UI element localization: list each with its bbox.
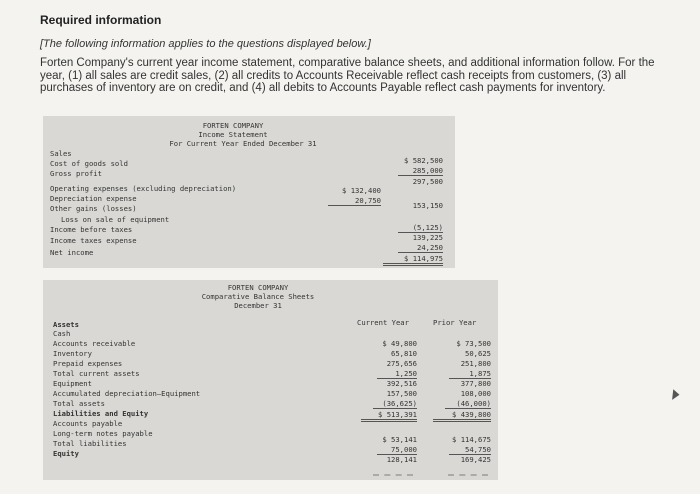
bs-prior-value: $ 73,500 [456, 339, 491, 348]
is-row-label: Other gains (losses) [50, 204, 137, 213]
required-information-title: Required information [40, 13, 162, 27]
is-right-value: 285,000 [398, 166, 443, 176]
is-right-value: 24,250 [398, 243, 443, 253]
bs-row-label: Accounts payable [53, 419, 123, 428]
bs-current-value: 275,656 [386, 359, 417, 368]
bs-prior-value: 169,425 [460, 455, 491, 464]
bs-prior-value: 251,800 [460, 359, 491, 368]
bs-col-prior: Prior Year [433, 318, 477, 327]
bs-prior-value: (46,000) [445, 399, 491, 409]
bs-current-value: 157,500 [386, 389, 417, 398]
is-row-label: Loss on sale of equipment [61, 215, 170, 224]
bs-row-label: Total liabilities [53, 439, 127, 448]
bs-current-value: $ 49,800 [382, 339, 417, 348]
bs-prior-value: 54,750 [449, 445, 491, 455]
bs-row-label: Inventory [53, 349, 92, 358]
bs-current-value: 128,141 [386, 455, 417, 464]
is-mid-value: 20,750 [328, 196, 381, 206]
bs-prior-value: 108,000 [460, 389, 491, 398]
bs-prior-value: 1,875 [449, 369, 491, 379]
bs-title: Comparative Balance Sheets [201, 292, 315, 301]
bs-current-value: (36,625) [373, 399, 417, 409]
cutoff-mark [373, 474, 413, 476]
bs-row-label: Cash [53, 329, 71, 338]
is-row-label: Operating expenses (excluding depreciation) [50, 184, 237, 193]
is-row-label: Income taxes expense [50, 236, 137, 245]
bs-current-value: 65,810 [391, 349, 417, 358]
is-period: For Current Year Ended December 31 [169, 139, 317, 148]
bs-row-label: Accumulated depreciation—Equipment [53, 389, 201, 398]
is-mid-value: $ 132,400 [342, 186, 381, 195]
is-row-label: Income before taxes [50, 225, 133, 234]
is-row-label: Sales [50, 149, 72, 158]
is-right-value: 153,150 [412, 201, 443, 210]
is-row-label: Cost of goods sold [50, 159, 128, 168]
bs-row-label: Total assets [53, 399, 105, 408]
info-note: [The following information applies to the questions displayed below.] [40, 38, 371, 50]
bs-current-value: $ 513,391 [361, 410, 417, 422]
bs-current-value: $ 53,141 [382, 435, 417, 444]
balance-sheet-panel [43, 280, 498, 480]
is-company: FORTEN COMPANY [202, 121, 264, 130]
is-row-label: Depreciation expense [50, 194, 137, 203]
bs-row-label: Assets [53, 320, 79, 329]
bs-company: FORTEN COMPANY [227, 283, 289, 292]
bs-row-label: Equity [53, 449, 79, 458]
intro-paragraph: Forten Company's current year income statement, comparative balance sheets, and additional information follow. For the year, (1) all sales are credit sales, (2) all credits to Accounts Receivable reflect cash receipts from customers, (3) all purchases of inventory are on credit, and (4) all debits to Accounts Payable reflect cash payments for inventory. [40, 57, 655, 94]
bs-prior-value: 377,800 [460, 379, 491, 388]
bs-prior-value: $ 439,800 [433, 410, 491, 422]
bs-row-label: Liabilities and Equity [53, 409, 149, 418]
is-right-value: $ 582,500 [404, 156, 443, 165]
is-row-label: Gross profit [50, 169, 102, 178]
bs-row-label: Accounts receivable [53, 339, 136, 348]
mouse-cursor-icon [668, 388, 680, 400]
bs-row-label: Equipment [53, 379, 92, 388]
is-right-value: 297,500 [412, 177, 443, 186]
is-right-value: $ 114,975 [383, 254, 443, 266]
is-right-value: 139,225 [412, 233, 443, 242]
bs-prior-value: $ 114,675 [452, 435, 491, 444]
bs-row-label: Prepaid expenses [53, 359, 123, 368]
bs-current-value: 75,000 [377, 445, 417, 455]
bs-prior-value: 50,625 [465, 349, 491, 358]
bs-row-label: Long-term notes payable [53, 429, 153, 438]
bs-col-current: Current Year [357, 318, 409, 327]
bs-date: December 31 [234, 301, 282, 310]
cutoff-mark [448, 474, 488, 476]
bs-current-value: 392,516 [386, 379, 417, 388]
is-title: Income Statement [198, 130, 268, 139]
is-row-label: Net income [50, 248, 94, 257]
bs-current-value: 1,250 [377, 369, 417, 379]
income-statement-panel [43, 116, 455, 268]
is-right-value: (5,125) [398, 223, 443, 233]
bs-row-label: Total current assets [53, 369, 140, 378]
